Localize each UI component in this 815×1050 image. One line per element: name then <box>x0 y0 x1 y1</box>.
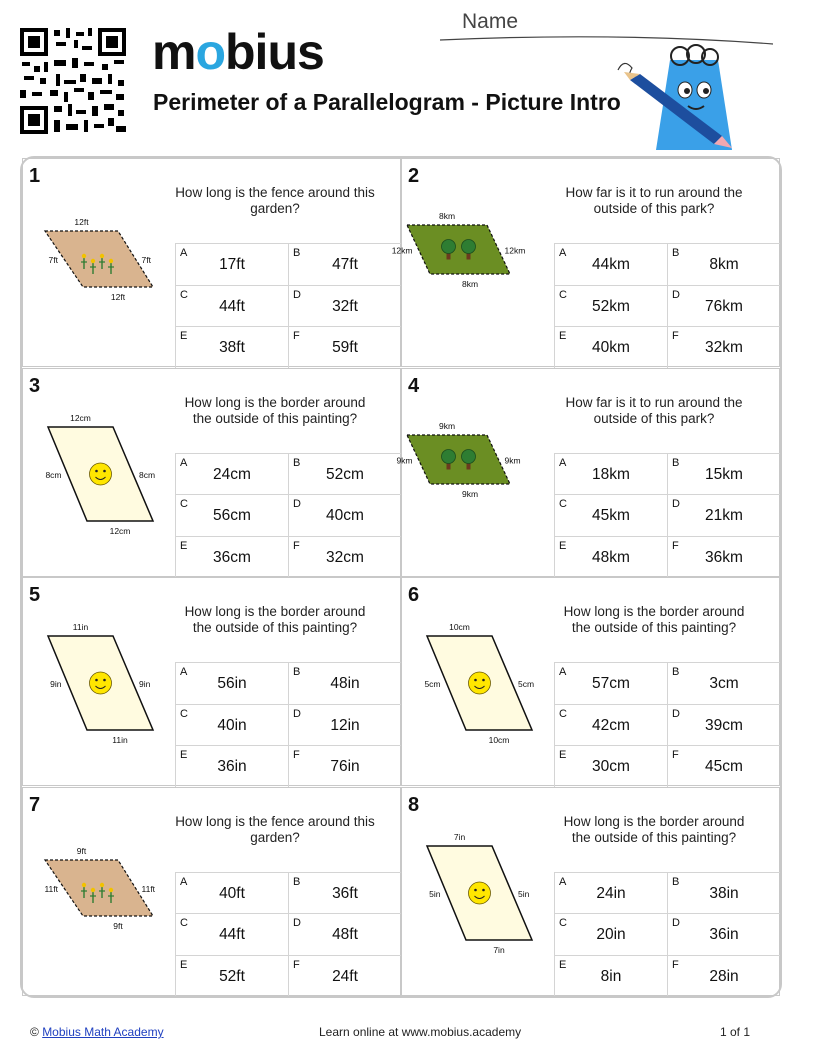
option-value: 30cm <box>592 758 630 776</box>
question-text: How long is the border around the outside of this painting? <box>184 394 366 426</box>
option-value: 32ft <box>332 297 358 315</box>
answer-option-e[interactable] <box>554 955 667 997</box>
option-letter: A <box>559 247 567 259</box>
option-letter: E <box>180 749 188 762</box>
answer-option-c[interactable] <box>175 704 288 746</box>
answer-options <box>554 662 780 787</box>
answer-options <box>175 872 401 997</box>
question-number: 4 <box>408 374 420 397</box>
answer-option-b[interactable] <box>288 453 401 495</box>
question-grid <box>20 156 782 998</box>
option-value: 52km <box>592 297 630 315</box>
answer-option-c[interactable] <box>554 285 667 327</box>
option-letter: F <box>293 958 300 971</box>
option-letter: A <box>559 875 567 888</box>
mascot-icon <box>610 40 740 155</box>
side-label-top: 9ft <box>76 845 87 856</box>
option-value: 15km <box>705 465 743 483</box>
answer-option-b[interactable] <box>667 243 780 285</box>
garden-parallelogram-figure <box>23 828 183 978</box>
side-label-right: 5cm <box>518 679 535 689</box>
answer-option-e[interactable] <box>175 745 288 787</box>
option-value: 42cm <box>592 716 630 734</box>
option-value: 45cm <box>705 758 743 776</box>
option-value: 48km <box>592 548 630 566</box>
option-value: 21km <box>705 507 743 525</box>
option-value: 32km <box>705 339 743 357</box>
option-letter: B <box>293 666 301 678</box>
answer-option-c[interactable] <box>554 704 667 746</box>
question-text: How long is the border around the outside of this painting? <box>184 604 366 635</box>
question-5 <box>22 577 401 786</box>
option-letter: A <box>559 456 567 469</box>
question-7 <box>22 787 401 996</box>
answer-option-d[interactable] <box>288 494 401 536</box>
footer-copyright <box>30 1025 164 1039</box>
option-letter: C <box>180 707 188 720</box>
answer-option-d[interactable] <box>667 494 780 536</box>
answer-option-b[interactable] <box>288 872 401 914</box>
side-label-top: 10cm <box>449 622 470 632</box>
option-letter: D <box>293 498 301 511</box>
side-label-bottom: 12cm <box>109 525 131 536</box>
answer-option-e[interactable] <box>175 536 288 578</box>
question-4 <box>396 368 780 577</box>
option-value: 36ft <box>332 884 358 902</box>
answer-option-d[interactable] <box>667 285 780 327</box>
option-letter: F <box>672 330 679 343</box>
option-letter: D <box>672 707 680 720</box>
option-letter: C <box>559 288 567 301</box>
option-value: 38in <box>709 884 739 902</box>
question-number: 5 <box>29 584 41 606</box>
option-value: 17ft <box>219 256 245 273</box>
side-label-right: 9km <box>504 455 521 465</box>
question-number: 8 <box>408 793 420 816</box>
option-value: 44km <box>592 256 630 273</box>
option-letter: C <box>559 498 567 511</box>
answer-option-f[interactable] <box>288 536 401 578</box>
answer-option-e[interactable] <box>554 745 667 787</box>
option-letter: E <box>559 539 567 552</box>
option-value: 40ft <box>219 884 245 902</box>
option-letter: F <box>293 539 300 552</box>
option-value: 36in <box>709 926 739 944</box>
question-number: 1 <box>29 165 41 187</box>
answer-option-e[interactable] <box>554 326 667 368</box>
option-letter: B <box>672 666 680 678</box>
answer-option-c[interactable] <box>175 494 288 536</box>
answer-option-b[interactable] <box>288 662 401 704</box>
option-letter: D <box>293 707 301 720</box>
option-value: 56in <box>217 675 247 692</box>
question-text: How far is it to run around the outside of this park? <box>565 185 743 216</box>
option-value: 44ft <box>219 926 245 944</box>
footer-center-text: Learn online at www.mobius.academy <box>319 1025 522 1039</box>
side-label-right: 9in <box>139 679 151 689</box>
side-label-right: 8cm <box>139 469 156 480</box>
answer-option-c[interactable] <box>554 913 667 955</box>
smiley-face-icon <box>90 672 112 694</box>
option-value: 36km <box>705 548 743 566</box>
question-text: How long is the fence around this garden? <box>175 813 375 845</box>
option-value: 52cm <box>326 465 364 483</box>
option-value: 32cm <box>326 548 364 566</box>
painting-parallelogram-figure <box>23 409 183 559</box>
answer-options <box>554 453 780 578</box>
option-letter: A <box>180 456 188 469</box>
answer-option-b[interactable] <box>667 453 780 495</box>
option-value: 24in <box>596 884 626 902</box>
answer-option-f[interactable] <box>667 745 780 787</box>
option-letter: E <box>559 749 567 762</box>
option-letter: A <box>180 247 188 259</box>
side-label-left: 9km <box>396 455 413 465</box>
answer-option-d[interactable] <box>288 285 401 327</box>
answer-options <box>554 243 780 368</box>
side-label-left: 12km <box>391 245 413 256</box>
option-value: 47ft <box>332 256 358 273</box>
side-label-bottom: 12ft <box>110 292 126 302</box>
option-letter: E <box>180 958 188 971</box>
option-value: 18km <box>592 465 630 483</box>
side-label-left: 7ft <box>48 255 58 265</box>
answer-option-f[interactable] <box>667 326 780 368</box>
option-value: 48ft <box>332 926 358 944</box>
option-letter: B <box>672 247 680 259</box>
option-value: 39cm <box>705 716 743 734</box>
answer-option-f[interactable] <box>288 955 401 997</box>
side-label-top: 11in <box>72 622 89 632</box>
option-letter: A <box>180 875 188 888</box>
option-value: 52ft <box>219 967 245 985</box>
option-value: 45km <box>592 507 630 525</box>
option-value: 57cm <box>592 675 630 692</box>
answer-option-d[interactable] <box>288 704 401 746</box>
side-label-left: 9in <box>50 679 62 689</box>
parallelogram-shape <box>407 225 510 274</box>
page-number: 1 of 1 <box>720 1025 751 1039</box>
question-8 <box>401 787 780 996</box>
painting-parallelogram-figure <box>402 828 562 978</box>
answer-option-d[interactable] <box>288 913 401 955</box>
option-letter: E <box>559 330 567 343</box>
option-value: 76in <box>330 758 360 776</box>
answer-option-b[interactable] <box>288 243 401 285</box>
side-label-top: 12cm <box>70 412 91 423</box>
option-letter: D <box>672 288 680 301</box>
option-letter: D <box>672 498 680 511</box>
question-text: How far is it to run around the outside of this park? <box>565 394 743 426</box>
question-number: 3 <box>29 374 41 397</box>
option-value: 56cm <box>213 507 251 525</box>
parallelogram-shape <box>45 231 153 287</box>
option-value: 44ft <box>219 297 245 315</box>
answer-option-a[interactable] <box>175 662 288 704</box>
question-number: 7 <box>29 793 41 816</box>
side-label-right: 11ft <box>141 883 156 894</box>
option-value: 28in <box>709 967 739 985</box>
option-letter: E <box>559 958 567 971</box>
option-value: 3cm <box>709 675 739 692</box>
name-label: Name <box>462 10 519 33</box>
question-text: How long is the border around the outside of this painting? <box>563 813 745 845</box>
option-value: 8km <box>709 256 739 273</box>
garden-parallelogram-figure <box>23 199 183 349</box>
answer-option-a[interactable] <box>554 243 667 285</box>
parallelogram-shape <box>45 860 153 916</box>
qr-code <box>18 26 128 136</box>
option-letter: F <box>672 749 679 762</box>
side-label-right: 12km <box>504 245 526 256</box>
option-letter: F <box>293 330 300 343</box>
option-letter: D <box>672 917 680 930</box>
side-label-left: 11ft <box>44 883 58 894</box>
option-value: 24ft <box>332 967 358 985</box>
option-letter: D <box>293 288 301 301</box>
answer-option-e[interactable] <box>175 955 288 997</box>
answer-option-c[interactable] <box>554 494 667 536</box>
option-letter: A <box>559 666 567 678</box>
side-label-bottom: 8km <box>461 279 479 289</box>
option-value: 20in <box>596 926 626 944</box>
side-label-left: 8cm <box>45 469 62 480</box>
mobius-academy-link[interactable]: Mobius Math Academy <box>42 1025 164 1039</box>
option-letter: B <box>293 247 301 259</box>
answer-option-c[interactable] <box>175 285 288 327</box>
answer-option-e[interactable] <box>554 536 667 578</box>
option-value: 36cm <box>213 548 251 566</box>
option-value: 40km <box>592 339 630 357</box>
answer-option-a[interactable] <box>554 872 667 914</box>
answer-options <box>175 243 401 368</box>
answer-option-b[interactable] <box>667 872 780 914</box>
park-parallelogram-figure <box>396 409 562 559</box>
side-label-right: 7ft <box>141 255 151 265</box>
mobius-logo: mobius <box>152 24 324 80</box>
side-label-bottom: 7in <box>493 944 505 955</box>
option-letter: B <box>672 456 680 469</box>
side-label-top: 9km <box>438 420 456 431</box>
smiley-face-icon <box>469 672 491 694</box>
option-value: 40in <box>217 716 247 734</box>
copyright-symbol: © <box>30 1025 39 1039</box>
option-letter: C <box>180 498 188 511</box>
option-value: 38ft <box>219 339 245 357</box>
option-value: 59ft <box>332 339 358 357</box>
question-text: How long is the fence around this garden? <box>175 185 375 216</box>
side-label-top: 8km <box>438 211 456 221</box>
question-6 <box>401 577 780 786</box>
answer-option-a[interactable] <box>554 453 667 495</box>
option-letter: C <box>180 288 188 301</box>
side-label-left: 5cm <box>424 679 441 689</box>
option-value: 48in <box>330 675 360 692</box>
answer-option-f[interactable] <box>667 955 780 997</box>
option-letter: A <box>180 666 188 678</box>
answer-option-c[interactable] <box>175 913 288 955</box>
option-value: 36in <box>217 758 247 776</box>
option-letter: B <box>293 456 301 469</box>
answer-option-f[interactable] <box>667 536 780 578</box>
option-letter: E <box>180 539 188 552</box>
answer-option-a[interactable] <box>175 453 288 495</box>
park-parallelogram-figure <box>391 199 562 349</box>
smiley-face-icon <box>90 463 112 485</box>
side-label-bottom: 9ft <box>113 920 123 931</box>
option-value: 12in <box>330 716 360 734</box>
painting-parallelogram-figure <box>402 618 562 768</box>
option-letter: B <box>672 875 680 888</box>
answer-options <box>554 872 780 997</box>
answer-options <box>175 453 401 578</box>
option-letter: B <box>293 875 301 888</box>
side-label-top: 12ft <box>74 217 89 227</box>
question-number: 6 <box>408 584 420 606</box>
answer-option-b[interactable] <box>667 662 780 704</box>
side-label-right: 5in <box>518 888 530 899</box>
answer-option-d[interactable] <box>667 913 780 955</box>
smiley-face-icon <box>469 882 491 904</box>
side-label-top: 7in <box>453 831 466 842</box>
answer-option-f[interactable] <box>288 326 401 368</box>
painting-parallelogram-figure <box>23 618 183 768</box>
option-letter: F <box>672 958 679 971</box>
answer-option-a[interactable] <box>554 662 667 704</box>
answer-option-a[interactable] <box>175 872 288 914</box>
option-letter: C <box>559 917 567 930</box>
side-label-left: 5in <box>429 888 441 899</box>
question-number: 2 <box>408 165 420 187</box>
option-letter: D <box>293 917 301 930</box>
question-text: How long is the border around the outside of this painting? <box>563 604 745 635</box>
question-2 <box>391 158 780 367</box>
option-value: 24cm <box>213 465 251 483</box>
option-letter: C <box>559 707 567 720</box>
option-letter: E <box>180 330 188 343</box>
side-label-bottom: 9km <box>461 488 479 499</box>
option-value: 8in <box>600 967 622 985</box>
option-letter: F <box>293 749 300 762</box>
answer-option-a[interactable] <box>175 243 288 285</box>
answer-options <box>175 662 401 787</box>
page-title: Perimeter of a Parallelogram - Picture Intro <box>153 89 621 115</box>
option-value: 40cm <box>326 507 364 525</box>
question-1 <box>22 158 401 367</box>
answer-option-f[interactable] <box>288 745 401 787</box>
option-letter: F <box>672 539 679 552</box>
answer-option-e[interactable] <box>175 326 288 368</box>
parallelogram-shape <box>407 435 510 484</box>
option-letter: C <box>180 917 188 930</box>
answer-option-d[interactable] <box>667 704 780 746</box>
side-label-bottom: 11in <box>112 735 128 745</box>
option-value: 76km <box>705 297 743 315</box>
question-3 <box>22 368 401 577</box>
side-label-bottom: 10cm <box>488 735 510 745</box>
